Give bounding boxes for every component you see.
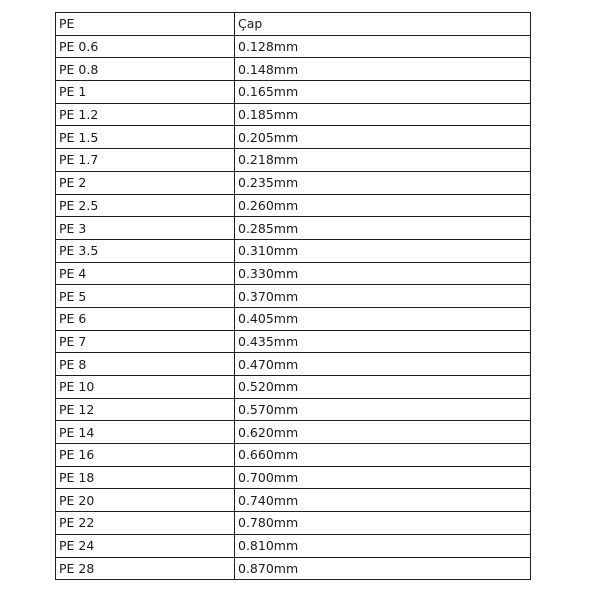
diameter-cell: 0.148mm: [235, 58, 531, 81]
pe-size-cell: PE 4: [56, 262, 235, 285]
pe-size-cell: PE 12: [56, 398, 235, 421]
pe-size-cell: PE 7: [56, 330, 235, 353]
table-row: [56, 534, 531, 557]
table-row: [56, 512, 531, 535]
table-row: [56, 171, 531, 194]
diameter-cell: 0.570mm: [235, 398, 531, 421]
diameter-cell: 0.620mm: [235, 421, 531, 444]
table-row: [56, 353, 531, 376]
table-row: [56, 466, 531, 489]
pe-size-cell: PE 2: [56, 171, 235, 194]
header-pe: PE: [56, 13, 235, 36]
diameter-cell: 0.128mm: [235, 35, 531, 58]
pe-size-cell: PE 0.6: [56, 35, 235, 58]
table-row: [56, 58, 531, 81]
pe-size-cell: PE 1.2: [56, 103, 235, 126]
table-row: [56, 398, 531, 421]
pe-diameter-table: [55, 12, 531, 580]
diameter-cell: 0.330mm: [235, 262, 531, 285]
pe-size-cell: PE 5: [56, 285, 235, 308]
pe-size-cell: PE 8: [56, 353, 235, 376]
diameter-cell: 0.810mm: [235, 534, 531, 557]
table-row: [56, 421, 531, 444]
pe-size-cell: PE 10: [56, 376, 235, 399]
diameter-cell: 0.235mm: [235, 171, 531, 194]
table-row: [56, 126, 531, 149]
pe-size-cell: PE 24: [56, 534, 235, 557]
diameter-cell: 0.310mm: [235, 239, 531, 262]
table-row: [56, 557, 531, 580]
diameter-cell: 0.700mm: [235, 466, 531, 489]
pe-size-cell: PE 14: [56, 421, 235, 444]
pe-size-cell: PE 28: [56, 557, 235, 580]
diameter-cell: 0.205mm: [235, 126, 531, 149]
table-row: [56, 262, 531, 285]
diameter-cell: 0.740mm: [235, 489, 531, 512]
header-diameter: Çap: [235, 13, 531, 36]
diameter-cell: 0.260mm: [235, 194, 531, 217]
pe-size-cell: PE 3: [56, 217, 235, 240]
diameter-cell: 0.520mm: [235, 376, 531, 399]
diameter-cell: 0.435mm: [235, 330, 531, 353]
pe-size-cell: PE 1.5: [56, 126, 235, 149]
table-row: [56, 489, 531, 512]
diameter-cell: 0.780mm: [235, 512, 531, 535]
table-row: [56, 194, 531, 217]
pe-size-cell: PE 1.7: [56, 149, 235, 172]
pe-size-cell: PE 18: [56, 466, 235, 489]
diameter-cell: 0.370mm: [235, 285, 531, 308]
diameter-cell: 0.470mm: [235, 353, 531, 376]
table-row: [56, 149, 531, 172]
table-row: [56, 81, 531, 104]
diameter-cell: 0.660mm: [235, 444, 531, 467]
table-row: [56, 330, 531, 353]
pe-size-cell: PE 0.8: [56, 58, 235, 81]
pe-size-cell: PE 1: [56, 81, 235, 104]
pe-size-cell: PE 22: [56, 512, 235, 535]
table-row: [56, 444, 531, 467]
table-row: [56, 103, 531, 126]
diameter-cell: 0.870mm: [235, 557, 531, 580]
diameter-cell: 0.185mm: [235, 103, 531, 126]
table-row: [56, 285, 531, 308]
pe-size-cell: PE 2.5: [56, 194, 235, 217]
table-row: [56, 376, 531, 399]
diameter-cell: 0.285mm: [235, 217, 531, 240]
table-body: [56, 13, 531, 580]
table-row: [56, 239, 531, 262]
table-header-row: [56, 13, 531, 36]
pe-size-cell: PE 6: [56, 307, 235, 330]
table-row: [56, 35, 531, 58]
diameter-cell: 0.405mm: [235, 307, 531, 330]
table-row: [56, 307, 531, 330]
diameter-cell: 0.165mm: [235, 81, 531, 104]
table-row: [56, 217, 531, 240]
pe-size-cell: PE 16: [56, 444, 235, 467]
diameter-cell: 0.218mm: [235, 149, 531, 172]
pe-size-cell: PE 20: [56, 489, 235, 512]
pe-size-cell: PE 3.5: [56, 239, 235, 262]
